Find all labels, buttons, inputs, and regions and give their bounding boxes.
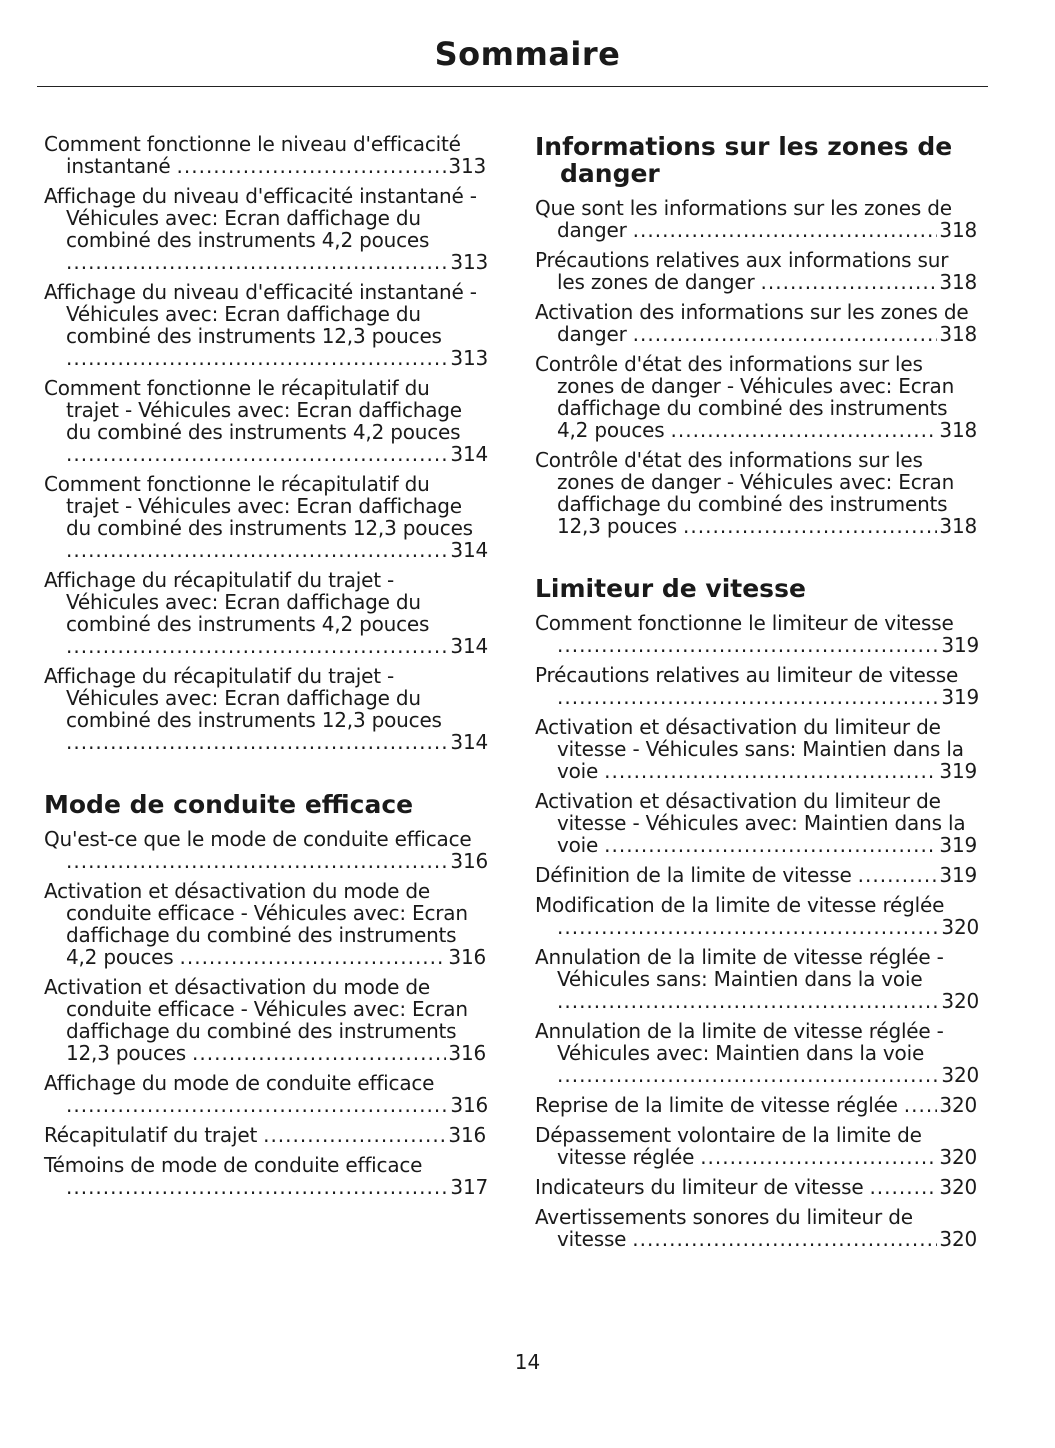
toc-page-number: 320 xyxy=(941,1063,979,1087)
toc-entry-title: Comment fonctionne le limiteur de vitesse xyxy=(535,611,954,635)
toc-page-number: 320 xyxy=(939,1227,977,1251)
toc-entry-title: Témoins de mode de conduite efficace xyxy=(44,1153,423,1177)
dot-leader xyxy=(700,1146,937,1168)
dot-leader xyxy=(557,990,939,1012)
toc-page-number: 320 xyxy=(939,1093,977,1117)
dot-leader xyxy=(604,834,937,856)
toc-entry-title: Activation et désactivation du mode de conduite efficace - Véhicules avec: Ecran daffichage du combiné des instruments 12,3 pouces xyxy=(44,975,468,1065)
toc-entry-title: Reprise de la limite de vitesse réglée xyxy=(535,1093,898,1117)
toc-entry-title: Contrôle d'état des informations sur les zones de danger - Véhicules avec: Ecran daffichage du combiné des instruments 4,2 pouces xyxy=(535,352,955,442)
dot-leader xyxy=(66,731,448,753)
toc-entry[interactable] xyxy=(44,880,488,968)
toc-page-number: 313 xyxy=(450,346,488,370)
toc-entry-title: Activation et désactivation du limiteur de vitesse - Véhicules avec: Maintien dans la voie xyxy=(535,789,966,857)
title-divider xyxy=(37,86,988,87)
dot-leader xyxy=(557,1064,939,1086)
dot-leader xyxy=(66,635,448,657)
toc-page-number: 316 xyxy=(450,849,488,873)
toc-page-number: 318 xyxy=(939,270,977,294)
toc-entry[interactable] xyxy=(44,281,488,369)
toc-page-number: 318 xyxy=(939,418,977,442)
toc-page-number: 320 xyxy=(939,1175,977,1199)
section-heading-mode-conduite: Mode de conduite efficace xyxy=(44,790,414,819)
toc-page-number: 320 xyxy=(939,1145,977,1169)
toc-entry-title: Précautions relatives aux informations sur les zones de danger xyxy=(535,248,949,294)
toc-entry-title: Récapitulatif du trajet xyxy=(44,1123,258,1147)
page-number: 14 xyxy=(514,1350,541,1374)
toc-entry-title: Précautions relatives au limiteur de vitesse xyxy=(535,663,959,687)
toc-entry-title: Avertissements sonores du limiteur de vitesse xyxy=(535,1205,913,1251)
toc-page-number: 314 xyxy=(450,538,488,562)
toc-page-number: 313 xyxy=(448,154,486,178)
toc-entry-title: Comment fonctionne le niveau d'efficacité instantané xyxy=(44,132,461,178)
toc-entry-title: Comment fonctionne le récapitulatif du trajet - Véhicules avec: Ecran daffichage du combiné des instruments 4,2 pouces xyxy=(44,376,462,444)
toc-entry-title: Contrôle d'état des informations sur les zones de danger - Véhicules avec: Ecran daffichage du combiné des instruments 12,3 pouces xyxy=(535,448,955,538)
toc-entry-title: Qu'est-ce que le mode de conduite efficace xyxy=(44,827,472,851)
toc-left-column xyxy=(44,133,488,1206)
toc-page-number: 319 xyxy=(939,759,977,783)
toc-entry-title: Affichage du récapitulatif du trajet - Véhicules avec: Ecran daffichage du combiné des instruments 4,2 pouces xyxy=(44,568,430,636)
toc-entry[interactable] xyxy=(44,185,488,273)
toc-page-number: 316 xyxy=(448,1041,486,1065)
toc-entry-title: Affichage du niveau d'efficacité instantané - Véhicules avec: Ecran daffichage du combiné des instruments 4,2 pouces xyxy=(44,184,477,252)
toc-page-number: 319 xyxy=(941,633,979,657)
toc-page-number: 317 xyxy=(450,1175,488,1199)
toc-right-column xyxy=(535,133,979,1258)
dot-leader xyxy=(683,515,937,537)
dot-leader xyxy=(557,916,939,938)
toc-entry-title: Comment fonctionne le récapitulatif du trajet - Véhicules avec: Ecran daffichage du combiné des instruments 12,3 pouces xyxy=(44,472,473,540)
toc-page-number: 318 xyxy=(939,322,977,346)
toc-entry-list xyxy=(535,197,979,537)
dot-leader xyxy=(263,1124,446,1146)
toc-entry-title: Affichage du récapitulatif du trajet - Véhicules avec: Ecran daffichage du combiné des instruments 12,3 pouces xyxy=(44,664,442,732)
toc-entry[interactable] xyxy=(44,665,488,753)
toc-page-number: 319 xyxy=(941,685,979,709)
toc-page-number: 316 xyxy=(450,1093,488,1117)
toc-entry-list xyxy=(535,612,979,1250)
toc-entry[interactable] xyxy=(535,1206,979,1250)
toc-entry[interactable] xyxy=(535,612,979,656)
dot-leader xyxy=(66,850,448,872)
toc-entry[interactable] xyxy=(44,473,488,561)
toc-entry-title: Activation et désactivation du limiteur de vitesse - Véhicules sans: Maintien dans la voie xyxy=(535,715,964,783)
dot-leader xyxy=(904,1094,938,1116)
toc-entry[interactable] xyxy=(44,377,488,465)
toc-page-number: 319 xyxy=(939,863,977,887)
toc-entry-title: Activation et désactivation du mode de conduite efficace - Véhicules avec: Ecran daffichage du combiné des instruments 4,2 pouces xyxy=(44,879,468,969)
toc-entry[interactable] xyxy=(535,1094,979,1116)
dot-leader xyxy=(180,946,447,968)
toc-page-number: 319 xyxy=(939,833,977,857)
dot-leader xyxy=(671,419,938,441)
toc-page-number: 316 xyxy=(448,945,486,969)
toc-page-number: 318 xyxy=(939,218,977,242)
toc-entry[interactable] xyxy=(535,1124,979,1168)
dot-leader xyxy=(761,271,938,293)
dot-leader xyxy=(66,347,448,369)
toc-entry-title: Activation des informations sur les zones de danger xyxy=(535,300,969,346)
toc-entry[interactable] xyxy=(44,1072,488,1116)
toc-entry[interactable] xyxy=(535,301,979,345)
toc-entry[interactable] xyxy=(535,664,979,708)
toc-entry-title: Dépassement volontaire de la limite de vitesse réglée xyxy=(535,1123,922,1169)
toc-entry-title: Affichage du niveau d'efficacité instantané - Véhicules avec: Ecran daffichage du combiné des instruments 12,3 pouces xyxy=(44,280,477,348)
toc-entry[interactable] xyxy=(535,864,979,886)
toc-entry[interactable] xyxy=(535,716,979,782)
dot-leader xyxy=(66,1094,448,1116)
dot-leader xyxy=(858,864,938,886)
toc-entry[interactable] xyxy=(44,133,488,177)
toc-page-number: 314 xyxy=(450,634,488,658)
toc-page-number: 320 xyxy=(941,989,979,1013)
toc-entry-list xyxy=(44,828,488,1198)
toc-entry[interactable] xyxy=(535,249,979,293)
toc-entry[interactable] xyxy=(535,1176,979,1198)
dot-leader xyxy=(632,1228,937,1250)
toc-page-number: 314 xyxy=(450,442,488,466)
toc-entry[interactable] xyxy=(44,1124,488,1146)
toc-entry[interactable] xyxy=(44,569,488,657)
toc-entry[interactable] xyxy=(44,1154,488,1198)
toc-entry[interactable] xyxy=(535,353,979,441)
dot-leader xyxy=(66,1176,448,1198)
toc-entry[interactable] xyxy=(535,1020,979,1086)
toc-entry-title: Affichage du mode de conduite efficace xyxy=(44,1071,435,1095)
toc-entry[interactable] xyxy=(535,946,979,1012)
toc-entry-title: Annulation de la limite de vitesse réglée - Véhicules sans: Maintien dans la voie xyxy=(535,945,944,991)
toc-entry-title: Que sont les informations sur les zones de danger xyxy=(535,196,952,242)
toc-entry[interactable] xyxy=(44,828,488,872)
dot-leader xyxy=(557,634,939,656)
toc-page-number: 314 xyxy=(450,730,488,754)
dot-leader xyxy=(557,686,939,708)
toc-entry-list xyxy=(44,133,488,753)
toc-page-number: 316 xyxy=(448,1123,486,1147)
section-heading-limiteur: Limiteur de vitesse xyxy=(535,574,806,603)
dot-leader xyxy=(66,443,448,465)
toc-page-number: 320 xyxy=(941,915,979,939)
toc-entry[interactable] xyxy=(535,197,979,241)
toc-page-number: 318 xyxy=(939,514,977,538)
toc-entry[interactable] xyxy=(44,976,488,1064)
toc-entry[interactable] xyxy=(535,790,979,856)
toc-entry-title: Définition de la limite de vitesse xyxy=(535,863,852,887)
dot-leader xyxy=(604,760,937,782)
toc-entry-title: Annulation de la limite de vitesse réglée - Véhicules avec: Maintien dans la voie xyxy=(535,1019,944,1065)
toc-entry-title: Indicateurs du limiteur de vitesse xyxy=(535,1175,864,1199)
section-heading-zones-danger: Informations sur les zones de danger xyxy=(535,132,953,188)
toc-entry-title: Modification de la limite de vitesse réglée xyxy=(535,893,945,917)
dot-leader xyxy=(177,155,447,177)
dot-leader xyxy=(66,251,448,273)
dot-leader xyxy=(192,1042,446,1064)
toc-page-number: 313 xyxy=(450,250,488,274)
dot-leader xyxy=(66,539,448,561)
toc-entry[interactable] xyxy=(535,894,979,938)
dot-leader xyxy=(633,323,938,345)
page-title: Sommaire xyxy=(434,35,621,73)
toc-entry[interactable] xyxy=(535,449,979,537)
dot-leader xyxy=(633,219,938,241)
dot-leader xyxy=(869,1176,937,1198)
